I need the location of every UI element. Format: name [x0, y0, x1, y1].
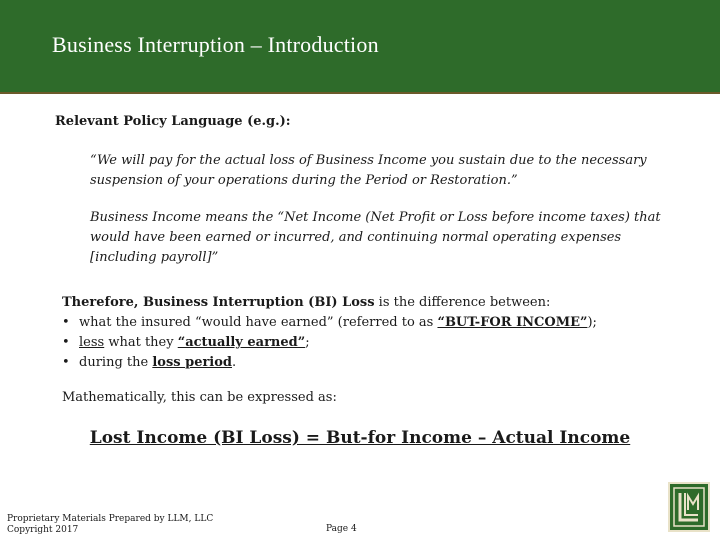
llm-logo [668, 482, 710, 532]
bullet-1-end: ); [587, 315, 597, 330]
policy-quote-1: “We will pay for the actual loss of Business Income you sustain due to the necessary suspension of your operations during the Period or Restoration.” [90, 153, 647, 188]
footer-copyright [7, 514, 213, 536]
policy-quote-2: Business Income means the “Net Income (Net Profit or Loss before income taxes) that would have been earned or incurred, and continuing normal operating expenses [including payroll]” [90, 210, 661, 265]
actually-earned-term: “actually earned” [177, 335, 306, 350]
therefore-bold: Therefore, Business Interruption (BI) Loss [62, 295, 375, 310]
bullet-3-end: . [232, 355, 237, 370]
bullet-1-text: what the insured “would have earned” (referred to as [79, 315, 438, 330]
bullet-2-text: what they [104, 335, 178, 350]
bullet-3-text: during the [79, 355, 153, 370]
bullet-would-have-earned [62, 313, 702, 333]
less-term: less [79, 335, 105, 350]
title-bar [0, 0, 720, 94]
math-intro: Mathematically, this can be expressed as: [62, 390, 337, 405]
bi-definition [62, 293, 702, 373]
slide-title: Business Interruption – Introduction [52, 32, 379, 57]
therefore-line [62, 293, 702, 313]
footer-line-1: Proprietary Materials Prepared by LLM, LLC [7, 514, 214, 524]
bullet-loss-period [62, 353, 702, 373]
loss-period-term: loss period [152, 355, 233, 370]
therefore-rest: is the difference between: [374, 295, 551, 310]
llm-logo-mark-icon [670, 484, 708, 530]
page-number: Page 4 [326, 524, 357, 534]
bullet-actually-earned [62, 333, 702, 353]
bi-bullet-list [62, 313, 702, 373]
bullet-2-end: ; [305, 335, 310, 350]
policy-heading: Relevant Policy Language (e.g.): [55, 114, 291, 129]
but-for-income-term: “BUT-FOR INCOME” [437, 315, 588, 330]
bi-formula: Lost Income (BI Loss) = But-for Income – Actual Income [89, 428, 631, 448]
footer-line-2: Copyright 2017 [7, 525, 79, 535]
